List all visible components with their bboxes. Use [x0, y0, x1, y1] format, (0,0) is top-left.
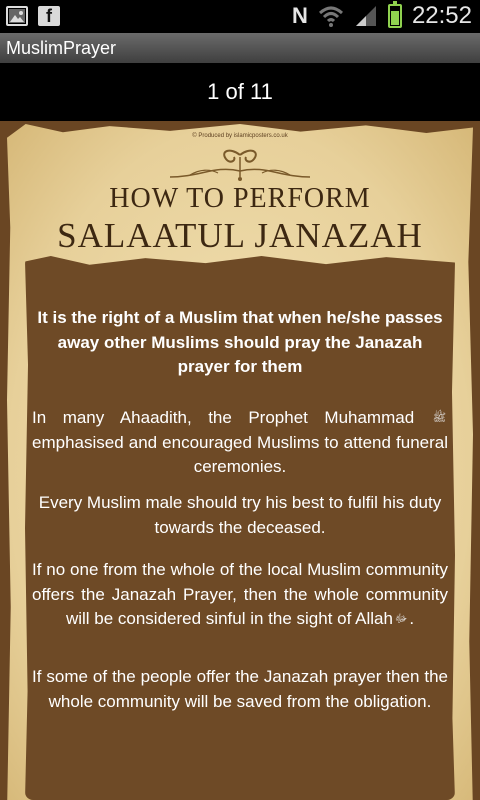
heading-large: SALAATUL JANAZAH — [57, 216, 423, 255]
poster-view[interactable] — [0, 121, 480, 800]
facebook-icon: f — [38, 6, 60, 26]
app-title: MuslimPrayer — [6, 38, 117, 58]
battery-icon — [388, 4, 402, 28]
signal-icon — [354, 4, 378, 28]
poster-credit: © Produced by islamicposters.co.uk — [192, 133, 288, 139]
wifi-icon — [318, 4, 344, 28]
app-title-bar — [0, 33, 480, 63]
paragraph-obligation: If some of the people offer the Janazah prayer then the whole community will be saved from the obligation. — [32, 667, 448, 711]
picture-icon — [6, 6, 28, 26]
intro-paragraph: It is the right of a Muslim that when he/she passes away other Muslims should pray the Janazah prayer for them — [37, 308, 443, 376]
paragraph-every-muslim: Every Muslim male should try his best to fulfil his duty towards the deceased. — [38, 493, 442, 537]
paragraph-community-start: If no one from the whole of the local Muslim community offers the Janazah Prayer, then the whole community will be considered sinful in the sight of Allah — [32, 560, 448, 628]
paragraph-community — [32, 558, 448, 632]
ornament-icon — [160, 147, 320, 183]
paragraph-ahaadith-start: In many Ahaadith, the Prophet Muhammad — [32, 408, 415, 427]
paragraph-community-end: . — [409, 609, 415, 628]
nfc-icon: N — [292, 3, 308, 28]
page-indicator — [0, 63, 480, 121]
paragraph-ahaadith — [32, 406, 448, 480]
page-count-label: 1 of 11 — [207, 79, 273, 104]
heading-small: HOW TO PERFORM — [109, 183, 371, 214]
pbuh-icon: ﷺ — [432, 412, 446, 424]
paragraph-ahaadith-end: emphasised and encouraged Muslims to attend funeral ceremonies. — [32, 432, 448, 476]
status-bar — [0, 0, 480, 33]
notification-area[interactable] — [6, 6, 60, 26]
swt-icon: ﷻ — [394, 613, 408, 625]
clock: 22:52 — [411, 2, 472, 29]
